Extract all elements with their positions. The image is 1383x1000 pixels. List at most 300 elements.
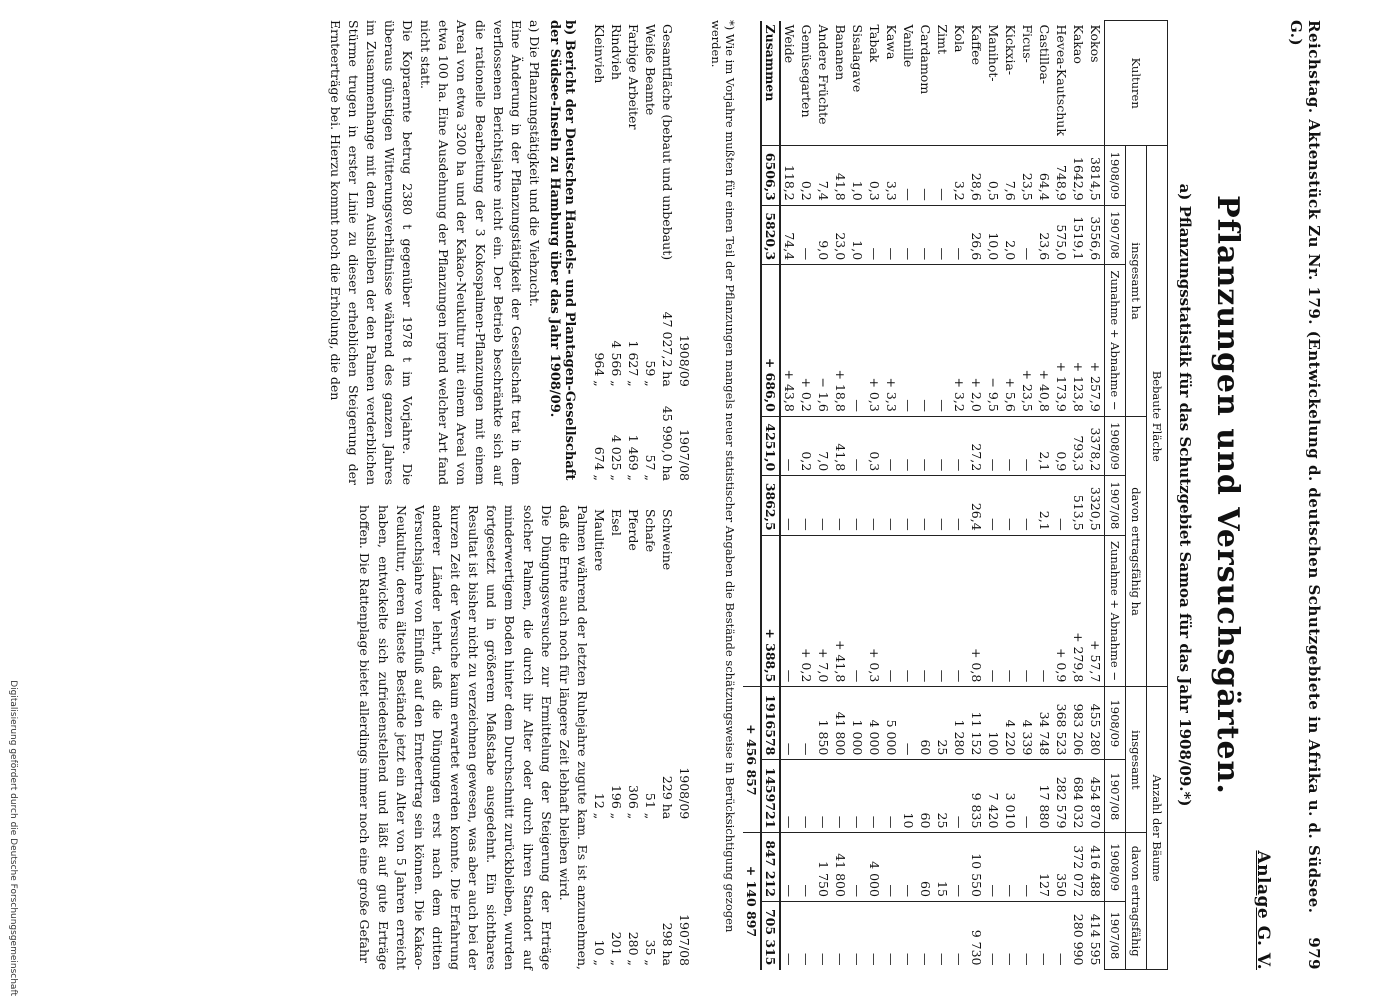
- table-cell: 748,9: [1053, 146, 1070, 205]
- table-cell: 7 420: [985, 760, 1002, 833]
- table-cell: —: [900, 833, 917, 902]
- livestock-label: Schafe: [643, 509, 658, 553]
- table-cell: + 3,2: [951, 265, 968, 417]
- total-label: Zusammen: [761, 21, 780, 146]
- livestock-value: 1 627 „: [626, 340, 641, 387]
- table-cell: 2,1: [1036, 476, 1053, 535]
- table-cell: 793,3: [1070, 416, 1087, 475]
- year-header: 1908/09: [677, 334, 692, 387]
- table-cell: 455 280: [1087, 687, 1105, 760]
- table-cell: —: [780, 760, 798, 833]
- table-cell: —: [798, 833, 815, 902]
- livestock-row: [608, 505, 625, 970]
- table-cell: —: [1019, 205, 1036, 264]
- livestock-value: 51 „: [643, 792, 658, 820]
- year-header: 1907/08: [677, 914, 692, 966]
- table-cell: 513,5: [1070, 476, 1087, 535]
- table-cell: —: [934, 146, 951, 205]
- table-cell: —: [832, 476, 849, 535]
- table-cell: —: [917, 416, 934, 475]
- table-cell: 15: [934, 833, 951, 902]
- table-cell: 0,9: [1053, 416, 1070, 475]
- table-cell: + 57,7: [1087, 535, 1105, 687]
- livestock-value: 4 025 „: [609, 434, 624, 481]
- table-row: [900, 21, 917, 970]
- table-cell: 0,5: [985, 146, 1002, 205]
- table-cell: 1 000: [849, 687, 866, 760]
- table-cell: + 123,8: [1070, 265, 1087, 417]
- table-cell: —: [849, 535, 866, 687]
- table-cell: 9 730: [968, 901, 985, 969]
- running-header: [1253, 20, 1323, 970]
- table-cell: + 3,3: [883, 265, 900, 417]
- table-cell: —: [780, 416, 798, 475]
- table-cell: 0,3: [866, 146, 883, 205]
- sub-insgesamt: insgesamt: [1126, 687, 1147, 833]
- table-cell: + 279,8: [1070, 535, 1087, 687]
- year-header: 1908/09: [1105, 146, 1126, 205]
- livestock-value: 10 „: [592, 939, 607, 966]
- table-cell: 4 000: [866, 833, 883, 902]
- table-cell: —: [798, 687, 815, 760]
- table-cell: —: [1019, 535, 1036, 687]
- livestock-table-right: [591, 505, 693, 970]
- table-cell: 372 072: [1070, 833, 1087, 902]
- table-cell: —: [917, 476, 934, 535]
- table-cell: —: [900, 687, 917, 760]
- table-cell: + 0,8: [968, 535, 985, 687]
- table-cell: —: [866, 901, 883, 969]
- livestock-value: 674 „: [592, 446, 607, 481]
- livestock-value: 35 „: [643, 939, 658, 966]
- table-cell: + 0,3: [866, 535, 883, 687]
- table-cell: + 257,9: [1087, 265, 1105, 417]
- table-row: [866, 21, 883, 970]
- table-row: [934, 21, 951, 970]
- table-cell: + 0,9: [1053, 535, 1070, 687]
- row-label: Ficus-: [1020, 24, 1035, 63]
- table-cell: 10,0: [985, 205, 1002, 264]
- table-cell: 41,8: [832, 416, 849, 475]
- table-cell: —: [780, 901, 798, 969]
- row-label: Kakao: [1071, 24, 1086, 64]
- table-cell: 684 032: [1070, 760, 1087, 833]
- table-cell: 1 850: [815, 687, 832, 760]
- table-cell: 34 748: [1036, 687, 1053, 760]
- row-label: Bananen: [833, 24, 848, 81]
- livestock-value: 59 „: [643, 360, 658, 387]
- paragraph-a: a) Die Pflanzungstätigkeit und die Viehzucht.: [527, 20, 542, 307]
- table-cell: —: [849, 416, 866, 475]
- table-cell: 60: [917, 833, 934, 902]
- row-label: Kickxia-: [1003, 24, 1018, 76]
- year-header: 1907/08: [677, 429, 692, 481]
- page-content: [326, 20, 1324, 970]
- livestock-label: Esel: [609, 509, 624, 536]
- table-cell: 60: [917, 687, 934, 760]
- table-cell: 3,2: [951, 146, 968, 205]
- row-label: Sisalagave: [850, 24, 865, 93]
- table-cell: 127: [1036, 833, 1053, 902]
- table-cell: —: [849, 265, 866, 417]
- row-label: Manihot-: [986, 24, 1001, 82]
- livestock-row: [642, 20, 659, 485]
- table-cell: + 0,2: [798, 265, 815, 417]
- livestock-row: [625, 20, 642, 485]
- table-cell: —: [1019, 416, 1036, 475]
- table-cell: 17 880: [1036, 760, 1053, 833]
- change-header: Zunahme + Abnahme −: [1105, 265, 1126, 417]
- page-title: Pflanzungen und Versuchsgärten.: [1210, 195, 1245, 795]
- livestock-value: 229 ha: [660, 775, 675, 820]
- total-cell: 705 315: [761, 901, 780, 969]
- table-cell: 4 000: [866, 687, 883, 760]
- text-columns: [326, 20, 694, 970]
- row-label: Castilloa-: [1037, 24, 1052, 85]
- livestock-value: 280 „: [626, 931, 641, 966]
- table-cell: —: [951, 205, 968, 264]
- livestock-label: Rindvieh: [609, 24, 624, 80]
- table-cell: —: [900, 535, 917, 687]
- table-cell: 41 800: [832, 687, 849, 760]
- table-row: [832, 21, 849, 970]
- table-row: [815, 21, 832, 970]
- livestock-value: 196 „: [609, 784, 624, 820]
- table-cell: —: [985, 901, 1002, 969]
- row-label: Andere Früchte: [816, 24, 831, 125]
- table-cell: 280 990: [1070, 901, 1087, 969]
- livestock-value: 57 „: [643, 454, 658, 481]
- table-cell: —: [883, 476, 900, 535]
- livestock-value: 298 ha: [660, 922, 675, 966]
- table-cell: —: [883, 535, 900, 687]
- table-cell: + 2,0: [968, 265, 985, 417]
- table-cell: 1 750: [815, 833, 832, 902]
- livestock-row: [625, 505, 642, 970]
- table-cell: 0,2: [798, 146, 815, 205]
- table-cell: —: [934, 901, 951, 969]
- table-cell: 7,4: [815, 146, 832, 205]
- footnote: *) Wie im Vorjahre mußten für einen Teil der Pflanzungen mangels neuer statistischer Angaben die Bestände schätzungsweise in Berücksichtigung gezogen werden.: [709, 20, 737, 933]
- livestock-value: 12 „: [592, 792, 607, 820]
- table-cell: 368 523: [1053, 687, 1070, 760]
- table-cell: 0,3: [866, 416, 883, 475]
- table-cell: 23,6: [1036, 205, 1053, 264]
- table-cell: —: [780, 476, 798, 535]
- table-cell: —: [849, 760, 866, 833]
- table-cell: + 0,3: [866, 265, 883, 417]
- trees-change: + 456 857: [743, 687, 761, 833]
- table-cell: —: [917, 146, 934, 205]
- digitization-note: Digitalisierung gefördert durch die Deutsche Forschungsgemeinschaft: [8, 680, 18, 996]
- table-subtitle: a) Pflanzungsstatistik für das Schutzgebiet Samoa für das Jahr 1908/09.*): [1176, 183, 1194, 807]
- page-number: 979: [1305, 937, 1323, 970]
- table-cell: 3 010: [1002, 760, 1019, 833]
- table-cell: —: [883, 416, 900, 475]
- table-cell: —: [883, 833, 900, 902]
- table-cell: —: [900, 146, 917, 205]
- table-cell: 25: [934, 687, 951, 760]
- table-cell: —: [917, 901, 934, 969]
- total-row: [761, 21, 780, 970]
- table-cell: —: [951, 476, 968, 535]
- row-label: Hevea-Kautschuk: [1054, 24, 1069, 136]
- change-header: Zunahme + Abnahme −: [1105, 535, 1126, 687]
- livestock-row: [591, 20, 608, 485]
- livestock-label: Schweine: [660, 509, 675, 571]
- table-row: [985, 21, 1002, 970]
- table-cell: 1,0: [849, 146, 866, 205]
- table-row: [1053, 21, 1070, 970]
- table-row: [1019, 21, 1036, 970]
- left-column: [326, 20, 694, 485]
- table-cell: —: [900, 416, 917, 475]
- table-cell: —: [951, 901, 968, 969]
- livestock-row: [608, 20, 625, 485]
- livestock-row: [591, 505, 608, 970]
- table-cell: 10: [900, 760, 917, 833]
- table-cell: —: [900, 205, 917, 264]
- table-cell: 10 550: [968, 833, 985, 902]
- table-cell: —: [934, 416, 951, 475]
- table-cell: —: [866, 760, 883, 833]
- table-cell: —: [917, 205, 934, 264]
- total-change-row: [743, 21, 761, 970]
- livestock-value: 4 566 „: [609, 340, 624, 387]
- table-cell: 2,0: [1002, 205, 1019, 264]
- year-header: 1907/08: [1105, 901, 1126, 969]
- table-cell: —: [780, 687, 798, 760]
- header-text: Reichstag. Aktenstück Zu Nr. 179. (Entwickelung d. deutschen Schutzgebiete in Afrika u. d. Südsee. G.): [1287, 20, 1323, 914]
- table-cell: 350: [1053, 833, 1070, 902]
- table-cell: —: [917, 265, 934, 417]
- table-cell: —: [798, 205, 815, 264]
- livestock-row: [659, 505, 676, 970]
- paragraph-3: Palmen während der letzten Ruhejahre zugute kam. Es ist anzunehmen, daß die Ernte auch noch für längere Zeit lebhaft bleiben wird.: [556, 505, 590, 970]
- livestock-value: 201 „: [609, 931, 624, 966]
- year-header: 1907/08: [1105, 760, 1126, 833]
- row-label: Kokos: [1088, 24, 1103, 63]
- table-cell: 282 579: [1053, 760, 1070, 833]
- table-cell: 3,3: [883, 146, 900, 205]
- table-cell: 41,8: [832, 146, 849, 205]
- total-cell: + 686,0: [761, 265, 780, 417]
- table-cell: 575,0: [1053, 205, 1070, 264]
- total-cell: 4251,0: [761, 416, 780, 475]
- table-cell: —: [1002, 416, 1019, 475]
- row-label: Kaffee: [969, 24, 984, 65]
- table-cell: —: [780, 833, 798, 902]
- col-kulturen: Kulturen: [1105, 21, 1168, 146]
- row-label: Kola: [952, 24, 967, 53]
- table-cell: 41 800: [832, 833, 849, 902]
- table-cell: 3556,6: [1087, 205, 1105, 264]
- total-cell: 3862,5: [761, 476, 780, 535]
- paragraph-4: Die Düngungsversuche zur Ermittelung der Steigerung der Erträge solcher Palmen, die durch ihr Alter oder durch ihren Standort auf minderwertigem Boden hinter dem Durchschnitt zurückbleiben, wurden fortgesetzt und in größerem Maßstabe ausgedehnt. Ein sichtbares Resultat ist bisher nicht zu verzeichnen gewesen, was aber auch bei der kurzen Zeit der Versuche kaum erwartet werden konnte. Die Erfahrung anderer Länder lehrt, daß die Düngungen erst nach dem dritten Versuchsjahre von Einfluß auf den Ernteertrag sein können. Die Kakao-Neukultur, deren älteste Bestände jetzt ein Alter von 5 Jahren erreicht haben, entwickelte sich zufriedenstellend und läßt auf gute Erträge hoffen. Die Rattenplage bietet allerdings immer noch eine große Gefahr: [357, 505, 554, 970]
- table-cell: —: [798, 901, 815, 969]
- table-cell: 454 870: [1087, 760, 1105, 833]
- table-cell: 3320,5: [1087, 476, 1105, 535]
- livestock-table-left: [591, 20, 693, 485]
- sub-insgesamt-ha: insgesamt ha: [1126, 146, 1147, 416]
- row-label: Vanille: [901, 24, 916, 68]
- table-cell: —: [832, 901, 849, 969]
- table-cell: —: [1002, 833, 1019, 902]
- livestock-value: 1 469 „: [626, 434, 641, 481]
- table-row: [968, 21, 985, 970]
- plantation-statistics-table: [743, 20, 1168, 970]
- table-cell: 9 835: [968, 760, 985, 833]
- table-cell: —: [815, 476, 832, 535]
- table-cell: 11 152: [968, 687, 985, 760]
- fertile-change: + 140 897: [743, 833, 761, 970]
- table-cell: 1519,1: [1070, 205, 1087, 264]
- table-cell: + 18,8: [832, 265, 849, 417]
- right-column: [326, 505, 694, 970]
- table-cell: —: [883, 901, 900, 969]
- table-cell: 26,4: [968, 476, 985, 535]
- table-cell: —: [780, 535, 798, 687]
- table-cell: + 5,6: [1002, 265, 1019, 417]
- table-cell: —: [1036, 535, 1053, 687]
- table-cell: —: [815, 760, 832, 833]
- paragraph-1: Eine Änderung in der Pflanzungstätigkeit der Gesellschaft trat in dem verflossenen Berichtsjahre nicht ein. Der Betrieb beschränkte sich auf die rationelle Bearbeitung der 3 Kokospalmen-Pflanzungen mit einem Areal von etwa 3200 ha und der Kakao-Neukultur mit einem Areal von etwa 100 ha. Eine Ausdehnung der Pflanzungen irgend welcher Art fand nicht statt.: [418, 20, 524, 485]
- table-cell: 983 206: [1070, 687, 1087, 760]
- year-header: 1908/09: [1105, 416, 1126, 475]
- table-cell: 414 595: [1087, 901, 1105, 969]
- table-cell: 26,6: [968, 205, 985, 264]
- table-cell: 100: [985, 687, 1002, 760]
- table-cell: —: [866, 205, 883, 264]
- livestock-label: Gesamtfläche (bebaut und unbebaut): [660, 24, 675, 261]
- table-cell: 4 220: [1002, 687, 1019, 760]
- table-cell: 23,5: [1019, 146, 1036, 205]
- table-cell: —: [1019, 760, 1036, 833]
- row-label: Zimt: [935, 24, 950, 55]
- table-cell: 3378,2: [1087, 416, 1105, 475]
- total-cell: 847 212: [761, 833, 780, 902]
- table-cell: 7,6: [1002, 146, 1019, 205]
- table-cell: —: [849, 833, 866, 902]
- table-cell: 118,2: [780, 146, 798, 205]
- row-label: Tabak: [867, 24, 882, 63]
- total-cell: 1916578: [761, 687, 780, 760]
- livestock-value: 45 990,0 ha: [660, 405, 675, 481]
- table-cell: —: [1002, 535, 1019, 687]
- row-label: Gemüsegarten: [799, 24, 814, 118]
- table-cell: —: [934, 205, 951, 264]
- table-cell: + 23,5: [1019, 265, 1036, 417]
- table-cell: —: [934, 476, 951, 535]
- year-header: 1908/09: [1105, 687, 1126, 760]
- table-cell: —: [883, 205, 900, 264]
- table-cell: 28,6: [968, 146, 985, 205]
- table-cell: —: [951, 833, 968, 902]
- table-cell: —: [798, 476, 815, 535]
- table-cell: 1 280: [951, 687, 968, 760]
- table-cell: —: [917, 535, 934, 687]
- year-header: 1908/09: [677, 767, 692, 820]
- table-cell: —: [1019, 833, 1036, 902]
- year-header: 1908/09: [1105, 833, 1126, 902]
- table-cell: —: [951, 416, 968, 475]
- table-cell: —: [1002, 476, 1019, 535]
- table-cell: 5 000: [883, 687, 900, 760]
- table-cell: —: [985, 535, 1002, 687]
- livestock-label: Weiße Beamte: [643, 24, 658, 116]
- anlage-label: Anlage G. V.: [1253, 850, 1273, 970]
- table-cell: —: [815, 901, 832, 969]
- table-cell: 25: [934, 760, 951, 833]
- total-cell: + 388,5: [761, 535, 780, 687]
- total-cell: 6506,3: [761, 146, 780, 205]
- total-cell: 5820,3: [761, 205, 780, 264]
- table-cell: 7,0: [815, 416, 832, 475]
- table-cell: 9,0: [815, 205, 832, 264]
- table-body: [743, 21, 1105, 970]
- livestock-value: 306 „: [626, 784, 641, 820]
- group-anzahl: Anzahl der Bäume: [1147, 687, 1168, 970]
- table-row: [1070, 21, 1087, 970]
- table-cell: —: [951, 760, 968, 833]
- table-cell: 2,1: [1036, 416, 1053, 475]
- table-cell: —: [1053, 476, 1070, 535]
- table-cell: —: [798, 760, 815, 833]
- table-cell: 0,2: [798, 416, 815, 475]
- table-cell: 416 488: [1087, 833, 1105, 902]
- paragraph-2: Die Kopraernte betrug 2380 t gegenüber 1978 t im Vorjahre. Die überaus günstigen Witterungsverhältnisse während des ganzen Jahres im Zusammenhange mit dem Ausbleiben der den Palmen verderblichen Stürme trugen in erster Linie zu dieser erheblichen Steigerung der Ernteerträge bei. Hierzu kommt noch die Erholung, die den: [327, 20, 416, 485]
- table-cell: —: [951, 535, 968, 687]
- table-cell: —: [1036, 901, 1053, 969]
- table-cell: —: [883, 760, 900, 833]
- table-cell: + 7,0: [815, 535, 832, 687]
- table-cell: 64,4: [1036, 146, 1053, 205]
- row-label: Kawa: [884, 24, 899, 60]
- table-cell: 74,4: [780, 205, 798, 264]
- table-cell: —: [1002, 901, 1019, 969]
- table-cell: —: [1019, 901, 1036, 969]
- year-header: 1907/08: [1105, 476, 1126, 535]
- table-cell: —: [832, 760, 849, 833]
- table-cell: —: [1053, 901, 1070, 969]
- table-cell: + 173,9: [1053, 265, 1070, 417]
- livestock-label: Farbige Arbeiter: [626, 24, 641, 130]
- table-cell: —: [985, 416, 1002, 475]
- table-cell: —: [900, 901, 917, 969]
- livestock-value: 47 027,2 ha: [660, 311, 675, 387]
- table-cell: 1,0: [849, 205, 866, 264]
- livestock-label: Maultiere: [592, 509, 607, 572]
- row-label: Cardamom: [918, 24, 933, 95]
- table-cell: 3814,5: [1087, 146, 1105, 205]
- table-row: [1002, 21, 1019, 970]
- livestock-label: Pferde: [626, 509, 641, 551]
- table-cell: 4 339: [1019, 687, 1036, 760]
- table-row: [951, 21, 968, 970]
- table-row: [1087, 21, 1105, 970]
- livestock-value: 964 „: [592, 352, 607, 387]
- total-cell: 1459721: [761, 760, 780, 833]
- table-row: [849, 21, 866, 970]
- livestock-label: Kleinvieh: [592, 24, 607, 84]
- table-row: [883, 21, 900, 970]
- table-row: [1036, 21, 1053, 970]
- table-cell: 1642,9: [1070, 146, 1087, 205]
- table-cell: + 0,2: [798, 535, 815, 687]
- year-header: 1907/08: [1105, 205, 1126, 264]
- sub-ertrag: davon ertragsfähig: [1126, 833, 1147, 970]
- section-b-heading: b) Bericht der Deutschen Handels- und Plantagen-Gesellschaft der Südsee-Inseln zu Hamburg über das Jahr 1908/09.: [547, 20, 577, 481]
